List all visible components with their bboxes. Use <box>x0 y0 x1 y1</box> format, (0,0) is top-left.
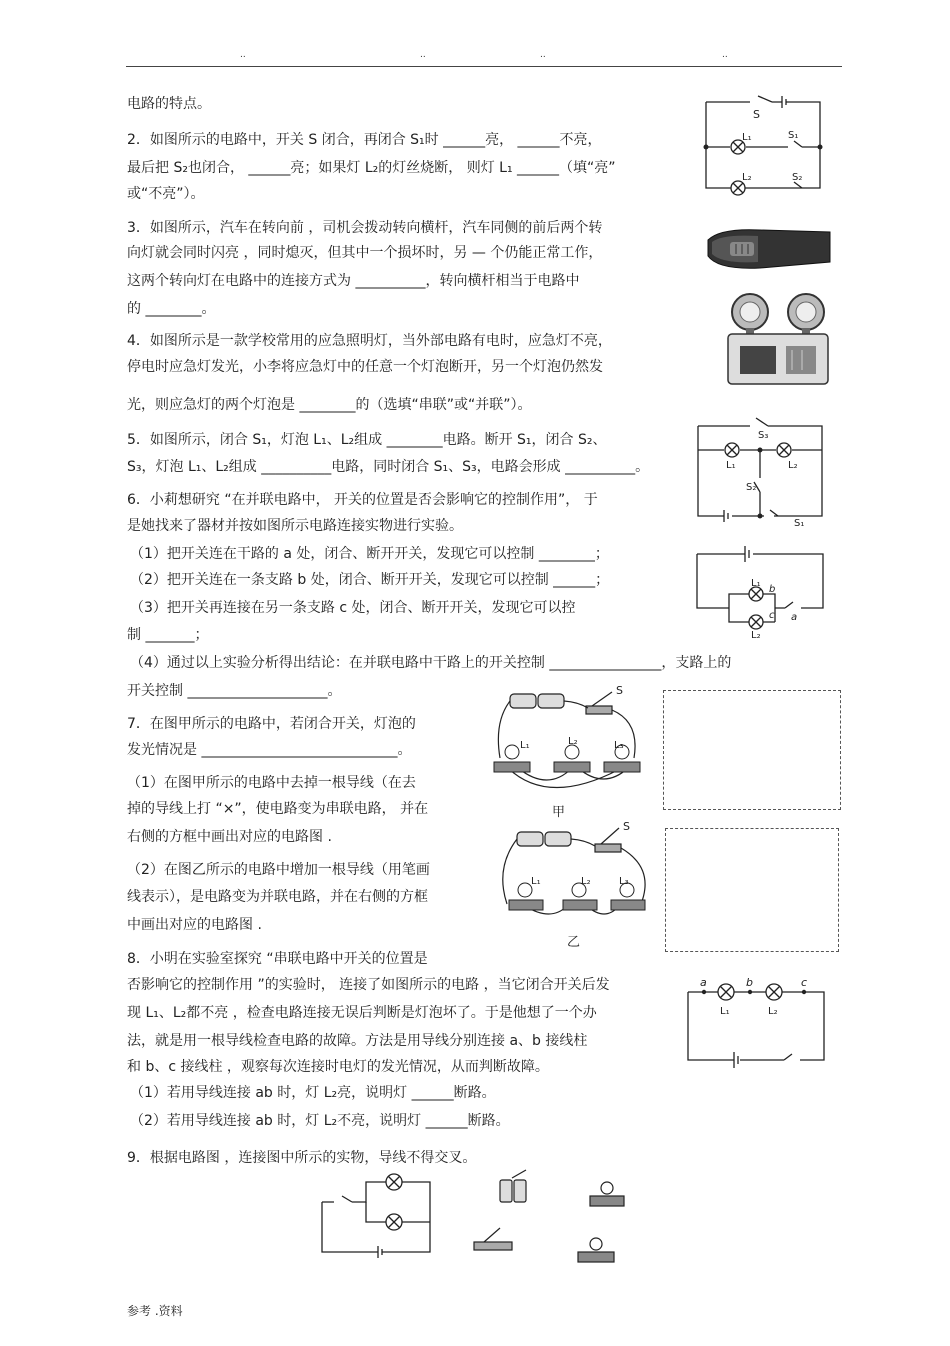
question-7-line: 7．在图甲所示的电路中，若闭合开关，灯泡的 <box>127 716 416 732</box>
question-8-line: 现 L₁、L₂都不亮 ，检查电路连接无误后判断是灯泡坏了。于是他想了一个办 <box>127 1005 597 1021</box>
q5-circuit-diagram <box>694 416 826 526</box>
s1-label: S₁ <box>788 130 799 141</box>
text-line: 电路的特点。 <box>127 96 211 112</box>
header-dots: .. <box>240 50 246 60</box>
question-7-line: 线表示），是电路变为并联电路，并在右侧的方框 <box>127 889 428 905</box>
l1-label: L₁ <box>520 740 530 751</box>
q6-circuit-diagram <box>693 542 829 642</box>
question-4-line: 停电时应急灯发光，小李将应急灯中的任意一个灯泡断开，另一个灯泡仍然发 <box>127 359 603 375</box>
l1-label: L₁ <box>751 578 761 589</box>
l3-label: L₃ <box>614 740 624 751</box>
b-label: b <box>746 976 753 989</box>
question-6-line: 开关控制 ____________________。 <box>127 683 342 699</box>
emergency-light-picture <box>722 290 834 388</box>
question-8-line: 8．小明在实验室探究 “串联电路中开关的位置是 <box>127 951 428 967</box>
a-label: a <box>700 976 707 989</box>
l2-label: L₂ <box>788 460 798 471</box>
l2-label: L₂ <box>568 736 578 747</box>
s3-label: S₃ <box>758 430 769 441</box>
question-7-line: （1）在图甲所示的电路中去掉一根导线（在去 <box>127 775 416 791</box>
figure-jia-caption: 甲 <box>552 805 566 820</box>
c-label: c <box>801 976 808 989</box>
question-8-line: 和 b、c 接线柱 ，观察每次连接时电灯的发光情况，从而判断故障。 <box>127 1059 549 1075</box>
question-3-line: 这两个转向灯在电路中的连接方式为 __________，转向横杆相当于电路中 <box>127 273 580 289</box>
question-4-line: 光，则应急灯的两个灯泡是 ________的（选填“串联”或“并联”）。 <box>127 397 532 413</box>
b-label: b <box>769 584 776 595</box>
q7-jia-physical-circuit <box>488 682 658 822</box>
l1-label: L₁ <box>742 132 752 143</box>
switch-s-label: S <box>753 108 760 121</box>
question-9-line: 9．根据电路图 ，连接图中所示的实物，导线不得交叉。 <box>127 1150 477 1166</box>
question-2-line: 2．如图所示的电路中，开关 S 闭合，再闭合 S₁时 ______亮， ______不亮， <box>127 132 602 148</box>
q7-yi-physical-circuit <box>495 818 655 950</box>
question-6-line: （1）把开关连在干路的 a 处，闭合、断开开关，发现它可以控制 ________； <box>130 546 609 562</box>
question-7-line: 掉的导线上打 “×”，使电路变为串联电路， 并在 <box>127 801 429 817</box>
header-rule <box>126 66 842 67</box>
question-7-line: 中画出对应的电路图 . <box>127 917 262 933</box>
q9-physical-components <box>470 1168 640 1268</box>
s2-label: S₂ <box>746 482 757 493</box>
answer-box-jia[interactable] <box>663 690 841 810</box>
question-3-line: 的 ________。 <box>127 301 216 317</box>
question-8-line: （1）若用导线连接 ab 时，灯 L₂亮，说明灯 ______断路。 <box>130 1085 496 1101</box>
question-7-line: （2）在图乙所示的电路中增加一根导线（用笔画 <box>127 862 430 878</box>
l2-label: L₂ <box>742 172 752 183</box>
header-dots: .. <box>420 50 426 60</box>
question-7-line: 发光情况是 ____________________________。 <box>127 742 412 758</box>
l2-label: L₂ <box>768 1006 778 1017</box>
question-7-line: 右侧的方框中画出对应的电路图 . <box>127 829 332 845</box>
l1-label: L₁ <box>726 460 736 471</box>
switch-s-label: S <box>616 684 623 697</box>
question-2-line: 最后把 S₂也闭合， ______亮；如果灯 L₂的灯丝烧断， 则灯 L₁ ______（填“亮” <box>127 160 616 176</box>
footer-text: 参考 .资料 <box>127 1304 183 1318</box>
question-8-line: （2）若用导线连接 ab 时，灯 L₂不亮，说明灯 ______断路。 <box>130 1113 510 1129</box>
question-5-line: 5．如图所示，闭合 S₁，灯泡 L₁、L₂组成 ________电路。断开 S₁，闭合 S₂、 <box>127 432 607 448</box>
question-4-line: 4．如图所示是一款学校常用的应急照明灯，当外部电路有电时，应急灯不亮， <box>127 333 612 349</box>
s2-label: S₂ <box>792 172 803 183</box>
question-5-line: S₃，灯泡 L₁、L₂组成 __________电路，同时闭合 S₁、S₃，电路会形成 __________。 <box>127 459 650 475</box>
q8-circuit-diagram <box>684 974 830 1070</box>
question-8-line: 否影响它的控制作用 ”的实验时， 连接了如图所示的电路 ，当它闭合开关后发 <box>127 977 610 993</box>
l1-label: L₁ <box>531 876 541 887</box>
figure-yi-caption: 乙 <box>567 935 581 950</box>
question-6-line: 是她找来了器材并按如图所示电路连接实物进行实验。 <box>127 518 463 534</box>
question-6-line: （4）通过以上实验分析得出结论：在并联电路中干路上的开关控制 ________________，支路上的 <box>130 655 732 671</box>
question-2-line: 或“不亮”）。 <box>127 186 205 202</box>
header-dots: .. <box>722 50 728 60</box>
turn-signal-lever-picture <box>700 212 835 282</box>
question-6-line: 6．小莉想研究 “在并联电路中， 开关的位置是否会影响它的控制作用”， 于 <box>127 492 598 508</box>
answer-box-yi[interactable] <box>665 828 839 952</box>
header-dots: .. <box>540 50 546 60</box>
l2-label: L₂ <box>581 876 591 887</box>
s1-label: S₁ <box>794 518 805 526</box>
q9-circuit-diagram <box>318 1166 436 1262</box>
question-6-line: （2）把开关连在一条支路 b 处，闭合、断开开关，发现它可以控制 ______； <box>130 572 610 588</box>
question-6-line: 制 _______； <box>127 627 209 643</box>
a-label: a <box>791 612 798 623</box>
c-label: c <box>769 610 775 621</box>
l1-label: L₁ <box>720 1006 730 1017</box>
l3-label: L₃ <box>619 876 629 887</box>
question-3-line: 向灯就会同时闪亮 ，同时熄灭，但其中一个损坏时，另 — 个仍能正常工作， <box>127 245 603 261</box>
l2-label: L₂ <box>751 630 761 641</box>
q2-circuit-diagram <box>700 92 830 196</box>
question-6-line: （3）把开关再连接在另一条支路 c 处，闭合、断开开关，发现它可以控 <box>130 600 576 616</box>
switch-s-label: S <box>623 820 630 833</box>
question-8-line: 法，就是用一根导线检查电路的故障。方法是用导线分别连接 a、b 接线柱 <box>127 1033 588 1049</box>
question-3-line: 3．如图所示，汽车在转向前 ，司机会拨动转向横杆，汽车同侧的前后两个转 <box>127 220 603 236</box>
